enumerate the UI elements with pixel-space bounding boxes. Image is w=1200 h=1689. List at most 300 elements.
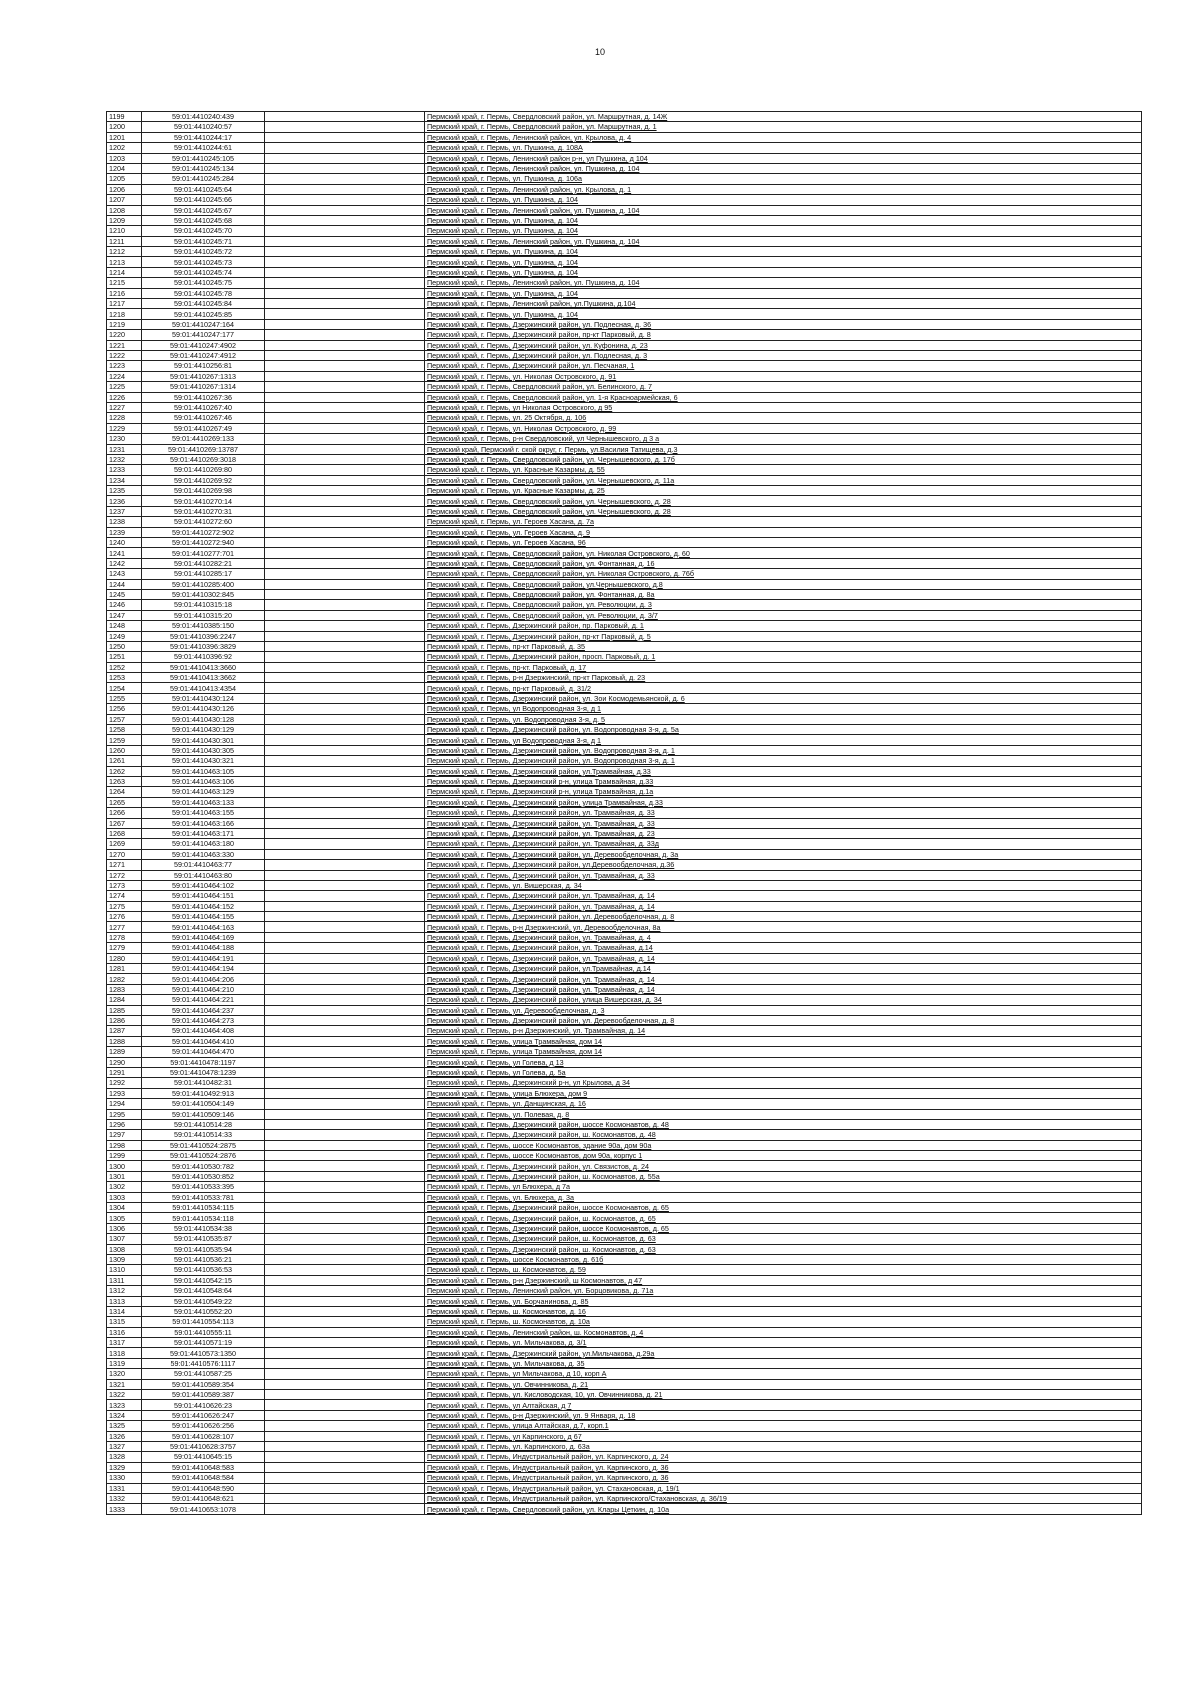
cadastral-number: 59:01:4410463:166	[142, 818, 265, 828]
address: Пермский край, г. Пермь, ш. Космонавтов, д. 59	[425, 1265, 1142, 1275]
table-row	[107, 1161, 1142, 1171]
address: Пермский край, г. Пермь, ул Мильчакова, д 10, корп А	[425, 1369, 1142, 1379]
empty-cell	[265, 714, 425, 724]
table-row	[107, 1504, 1142, 1515]
row-number: 1241	[107, 548, 142, 558]
row-number: 1242	[107, 558, 142, 568]
empty-cell	[265, 299, 425, 309]
row-number: 1333	[107, 1504, 142, 1515]
table-row	[107, 704, 1142, 714]
address: Пермский край, г. Пермь, Дзержинский район, ул. Связистов, д. 24	[425, 1161, 1142, 1171]
address: Пермский край, г. Пермь, Ленинский район, ул. Крылова, д. 1	[425, 184, 1142, 194]
empty-cell	[265, 673, 425, 683]
address: Пермский край, г. Пермь, Дзержинский район, ул.Трамвайная, д.33	[425, 766, 1142, 776]
cadastral-number: 59:01:4410464:194	[142, 964, 265, 974]
table-row	[107, 1213, 1142, 1223]
cadastral-number: 59:01:4410552:20	[142, 1306, 265, 1316]
cadastral-number: 59:01:4410524:2875	[142, 1140, 265, 1150]
table-row	[107, 496, 1142, 506]
empty-cell	[265, 1431, 425, 1441]
table-row	[107, 600, 1142, 610]
cadastral-number: 59:01:4410530:852	[142, 1171, 265, 1181]
table-row	[107, 319, 1142, 329]
cadastral-number: 59:01:4410302:845	[142, 589, 265, 599]
cadastral-number: 59:01:4410645:15	[142, 1452, 265, 1462]
address: Пермский край, г. Пермь, ул. Пушкина, д. 106а	[425, 174, 1142, 184]
cadastral-number: 59:01:4410542:15	[142, 1275, 265, 1285]
cadastral-number: 59:01:4410587:25	[142, 1369, 265, 1379]
empty-cell	[265, 1182, 425, 1192]
row-number: 1225	[107, 382, 142, 392]
cadastral-number: 59:01:4410535:94	[142, 1244, 265, 1254]
empty-cell	[265, 589, 425, 599]
table-row	[107, 1109, 1142, 1119]
table-row	[107, 1234, 1142, 1244]
cadastral-number: 59:01:4410589:354	[142, 1379, 265, 1389]
row-number: 1276	[107, 912, 142, 922]
row-number: 1309	[107, 1254, 142, 1264]
row-number: 1206	[107, 184, 142, 194]
address: Пермский край, г. Пермь, ул. 25 Октября, д. 106	[425, 413, 1142, 423]
empty-cell	[265, 1358, 425, 1368]
address: Пермский край, г. Пермь, Дзержинский район, ул. Деревообделочная, д. 8	[425, 912, 1142, 922]
cadastral-number: 59:01:4410648:590	[142, 1483, 265, 1493]
empty-cell	[265, 600, 425, 610]
address: Пермский край, г. Пермь, ул. Мильчакова, д. 35	[425, 1358, 1142, 1368]
row-number: 1306	[107, 1223, 142, 1233]
row-number: 1288	[107, 1036, 142, 1046]
table-row	[107, 808, 1142, 818]
address: Пермский край, г. Пермь, Дзержинский район, шоссе Космонавтов, д. 65	[425, 1203, 1142, 1213]
cadastral-number: 59:01:4410482:31	[142, 1078, 265, 1088]
address: Пермский край, г. Пермь, Дзержинский район, ул. Куфонина, д. 23	[425, 340, 1142, 350]
address: Пермский край, г. Пермь, Дзержинский район, улица Вишерская, д. 34	[425, 995, 1142, 1005]
table-row	[107, 1119, 1142, 1129]
empty-cell	[265, 953, 425, 963]
empty-cell	[265, 319, 425, 329]
address: Пермский край, г. Пермь, ул Блюхера, д 7а	[425, 1182, 1142, 1192]
row-number: 1228	[107, 413, 142, 423]
address: Пермский край, г. Пермь, Свердловский район, ул. Революции, д. 3	[425, 600, 1142, 610]
cadastral-number: 59:01:4410245:74	[142, 267, 265, 277]
empty-cell	[265, 1244, 425, 1254]
empty-cell	[265, 1483, 425, 1493]
table-row	[107, 174, 1142, 184]
empty-cell	[265, 849, 425, 859]
cadastral-number: 59:01:4410626:23	[142, 1400, 265, 1410]
empty-cell	[265, 610, 425, 620]
address: Пермский край, г. Пермь, Дзержинский район, ул. Зои Космодемьянской, д. 6	[425, 693, 1142, 703]
cadastral-number: 59:01:4410464:188	[142, 943, 265, 953]
address: Пермский край, г. Пермь, Дзержинский район, ул. Трамвайная, д. 14	[425, 974, 1142, 984]
cadastral-number: 59:01:4410535:87	[142, 1234, 265, 1244]
cadastral-number: 59:01:4410247:4912	[142, 350, 265, 360]
address: Пермский край, г. Пермь, Дзержинский р-н, улица Трамвайная, д.33	[425, 777, 1142, 787]
cadastral-number: 59:01:4410267:1313	[142, 371, 265, 381]
row-number: 1207	[107, 195, 142, 205]
cadastral-number: 59:01:4410270:31	[142, 506, 265, 516]
cadastral-number: 59:01:4410430:126	[142, 704, 265, 714]
empty-cell	[265, 641, 425, 651]
row-number: 1214	[107, 267, 142, 277]
empty-cell	[265, 1026, 425, 1036]
address: Пермский край, г. Пермь, ул Голева, д 13	[425, 1057, 1142, 1067]
cadastral-number: 59:01:4410267:36	[142, 392, 265, 402]
table-row	[107, 1182, 1142, 1192]
cadastral-number: 59:01:4410247:164	[142, 319, 265, 329]
row-number: 1283	[107, 984, 142, 994]
empty-cell	[265, 163, 425, 173]
empty-cell	[265, 1296, 425, 1306]
cadastral-number: 59:01:4410247:177	[142, 330, 265, 340]
empty-cell	[265, 1348, 425, 1358]
address: Пермский край, г. Пермь, Дзержинский район, ул. Трамвайная, д. 14	[425, 984, 1142, 994]
empty-cell	[265, 1088, 425, 1098]
cadastral-number: 59:01:4410240:57	[142, 122, 265, 132]
address: Пермский край, г. Пермь, р-н Свердловский, ул Чернышевского, д 3 а	[425, 434, 1142, 444]
address: Пермский край, г. Пермь, Дзержинский район, ул. Трамвайная, д. 33	[425, 818, 1142, 828]
address: Пермский край, г. Пермь, Свердловский район, ул.Чернышевского, д.8	[425, 579, 1142, 589]
empty-cell	[265, 527, 425, 537]
row-number: 1272	[107, 870, 142, 880]
address: Пермский край, г. Пермь, шоссе Космонавтов, здание 90а, дом 90а	[425, 1140, 1142, 1150]
table-row	[107, 423, 1142, 433]
empty-cell	[265, 236, 425, 246]
empty-cell	[265, 1275, 425, 1285]
cadastral-number: 59:01:4410555:11	[142, 1327, 265, 1337]
cadastral-number: 59:01:4410478:1239	[142, 1067, 265, 1077]
cadastral-number: 59:01:4410464:237	[142, 1005, 265, 1015]
address: Пермский край, г. Пермь, ул. Борчаниновa, д. 85	[425, 1296, 1142, 1306]
address: Пермский край, г. Пермь, Дзержинский район, ул. Подлесная, д. 3	[425, 350, 1142, 360]
cadastral-number: 59:01:4410648:583	[142, 1462, 265, 1472]
empty-cell	[265, 1493, 425, 1503]
empty-cell	[265, 797, 425, 807]
empty-cell	[265, 1223, 425, 1233]
cadastral-number: 59:01:4410509:146	[142, 1109, 265, 1119]
empty-cell	[265, 423, 425, 433]
table-row	[107, 943, 1142, 953]
cadastral-number: 59:01:4410245:78	[142, 288, 265, 298]
cadastral-number: 59:01:4410464:191	[142, 953, 265, 963]
table-row	[107, 673, 1142, 683]
address: Пермский край, г. Пермь, ул. Деревообделочная, д. 3	[425, 1005, 1142, 1015]
empty-cell	[265, 995, 425, 1005]
cadastral-number: 59:01:4410285:17	[142, 569, 265, 579]
cadastral-number: 59:01:4410430:321	[142, 756, 265, 766]
cadastral-number: 59:01:4410464:410	[142, 1036, 265, 1046]
address: Пермский край, г. Пермь, Дзержинский район, ул. Деревообделочная, д. 8	[425, 1015, 1142, 1025]
cadastral-number: 59:01:4410464:210	[142, 984, 265, 994]
table-row	[107, 787, 1142, 797]
row-number: 1292	[107, 1078, 142, 1088]
row-number: 1298	[107, 1140, 142, 1150]
row-number: 1231	[107, 444, 142, 454]
row-number: 1284	[107, 995, 142, 1005]
address: Пермский край, г. Пермь, пр-кт. Парковый, д. 17	[425, 662, 1142, 672]
empty-cell	[265, 1265, 425, 1275]
address: Пермский край, г. Пермь, р-н Дзержинский, ул. Трамвайная, д. 14	[425, 1026, 1142, 1036]
address: Пермский край, г. Пермь, Ленинский район, ул.Пушкина, д.104	[425, 299, 1142, 309]
cadastral-number: 59:01:4410463:106	[142, 777, 265, 787]
table-row	[107, 413, 1142, 423]
address: Пермский край, г. Пермь, Дзержинский район, ул. Трамвайная, д. 33д	[425, 839, 1142, 849]
row-number: 1255	[107, 693, 142, 703]
row-number: 1258	[107, 725, 142, 735]
row-number: 1279	[107, 943, 142, 953]
empty-cell	[265, 1234, 425, 1244]
address: Пермский край, г. Пермь, Дзержинский район, ш. Космонавтов, д. 63	[425, 1244, 1142, 1254]
empty-cell	[265, 1203, 425, 1213]
cadastral-number: 59:01:4410464:408	[142, 1026, 265, 1036]
empty-cell	[265, 153, 425, 163]
cadastral-number: 59:01:4410554:113	[142, 1317, 265, 1327]
table-row	[107, 995, 1142, 1005]
address: Пермский край, г. Пермь, Индустриальный район, ул. Карпинского, д. 24	[425, 1452, 1142, 1462]
empty-cell	[265, 122, 425, 132]
empty-cell	[265, 912, 425, 922]
table-row	[107, 974, 1142, 984]
empty-cell	[265, 517, 425, 527]
empty-cell	[265, 1078, 425, 1088]
cadastral-number: 59:01:4410464:169	[142, 932, 265, 942]
cadastral-number: 59:01:4410267:49	[142, 423, 265, 433]
empty-cell	[265, 350, 425, 360]
empty-cell	[265, 1161, 425, 1171]
address: Пермский край, г. Пермь, улица Трамвайная, дом 14	[425, 1036, 1142, 1046]
empty-cell	[265, 693, 425, 703]
empty-cell	[265, 943, 425, 953]
row-number: 1201	[107, 132, 142, 142]
row-number: 1247	[107, 610, 142, 620]
address: Пермский край, г. Пермь, ул Водопроводная 3-я, д 1	[425, 735, 1142, 745]
address: Пермский край, г. Пермь, ул. Данщинская, д. 16	[425, 1099, 1142, 1109]
table-row	[107, 340, 1142, 350]
table-row	[107, 1151, 1142, 1161]
cadastral-number: 59:01:4410240:439	[142, 112, 265, 122]
empty-cell	[265, 839, 425, 849]
cadastral-number: 59:01:4410549:22	[142, 1296, 265, 1306]
address: Пермский край, г. Пермь, ул. Пушкина, д. 104	[425, 267, 1142, 277]
empty-cell	[265, 1421, 425, 1431]
cadastral-number: 59:01:4410430:128	[142, 714, 265, 724]
address: Пермский край, г. Пермь, ул. Вишерская, д. 34	[425, 880, 1142, 890]
table-row	[107, 1493, 1142, 1503]
empty-cell	[265, 143, 425, 153]
row-number: 1235	[107, 486, 142, 496]
address: Пермский край, г. Пермь, ул Карпинского, д 67	[425, 1431, 1142, 1441]
empty-cell	[265, 1317, 425, 1327]
address: Пермский край, г. Пермь, пр-кт Парковый, д. 31/2	[425, 683, 1142, 693]
cadastral-number: 59:01:4410245:72	[142, 247, 265, 257]
row-number: 1259	[107, 735, 142, 745]
row-number: 1248	[107, 621, 142, 631]
empty-cell	[265, 215, 425, 225]
table-row	[107, 1317, 1142, 1327]
table-row	[107, 870, 1142, 880]
row-number: 1226	[107, 392, 142, 402]
address: Пермский край, г. Пермь, улица Блюхера, дом 9	[425, 1088, 1142, 1098]
row-number: 1282	[107, 974, 142, 984]
row-number: 1324	[107, 1410, 142, 1420]
cadastral-number: 59:01:4410245:70	[142, 226, 265, 236]
row-number: 1218	[107, 309, 142, 319]
address: Пермский край, г. Пермь, Дзержинский район, шоссе Космонавтов, д. 65	[425, 1223, 1142, 1233]
table-row	[107, 257, 1142, 267]
address: Пермский край, г. Пермь, Дзержинский район, ул. Трамвайная, д. 33	[425, 870, 1142, 880]
cadastral-number: 59:01:4410269:133	[142, 434, 265, 444]
address: Пермский край, г. Пермь, шоссе Космонавтов, д. 61б	[425, 1254, 1142, 1264]
empty-cell	[265, 891, 425, 901]
table-row	[107, 725, 1142, 735]
address: Пермский край, г. Пермь, Свердловский район, ул. Чернышевского, д. 28	[425, 496, 1142, 506]
empty-cell	[265, 974, 425, 984]
row-number: 1285	[107, 1005, 142, 1015]
cadastral-number: 59:01:4410245:105	[142, 153, 265, 163]
table-row	[107, 1223, 1142, 1233]
cadastral-number: 59:01:4410648:621	[142, 1493, 265, 1503]
row-number: 1290	[107, 1057, 142, 1067]
cadastral-number: 59:01:4410463:330	[142, 849, 265, 859]
empty-cell	[265, 267, 425, 277]
cadastral-number: 59:01:4410536:53	[142, 1265, 265, 1275]
address: Пермский край, г. Пермь, Свердловский район, ул. Клары Цеткин, д. 10а	[425, 1504, 1142, 1515]
table-row	[107, 1296, 1142, 1306]
address: Пермский край, г. Пермь, ш. Космонавтов, д. 10а	[425, 1317, 1142, 1327]
table-row	[107, 486, 1142, 496]
registry-table	[106, 111, 1142, 1515]
table-row	[107, 1015, 1142, 1025]
address: Пермский край, г. Пермь, Дзержинский район, ул. Водопроводная 3-я, д. 5а	[425, 725, 1142, 735]
empty-cell	[265, 766, 425, 776]
table-row	[107, 143, 1142, 153]
row-number: 1216	[107, 288, 142, 298]
address: Пермский край, г. Пермь, Ленинский район, ул. Крылова, д. 4	[425, 132, 1142, 142]
empty-cell	[265, 860, 425, 870]
cadastral-number: 59:01:4410463:129	[142, 787, 265, 797]
table-row	[107, 299, 1142, 309]
cadastral-number: 59:01:4410245:85	[142, 309, 265, 319]
address: Пермский край, г. Пермь, ул. Мильчакова, д. 3/1	[425, 1338, 1142, 1348]
empty-cell	[265, 1140, 425, 1150]
address: Пермский край, г. Пермь, ул. Пушкина, д. 104	[425, 257, 1142, 267]
address: Пермский край, г. Пермь, Дзержинский район, ул.Деревообделочная, д.36	[425, 860, 1142, 870]
cadastral-number: 59:01:4410464:470	[142, 1047, 265, 1057]
address: Пермский край, г. Пермь, Свердловский район, ул. Фонтанная, д. 16	[425, 558, 1142, 568]
empty-cell	[265, 278, 425, 288]
table-row	[107, 465, 1142, 475]
cadastral-number: 59:01:4410463:80	[142, 870, 265, 880]
row-number: 1297	[107, 1130, 142, 1140]
row-number: 1295	[107, 1109, 142, 1119]
table-row	[107, 964, 1142, 974]
address: Пермский край, г. Пермь, Свердловский район, ул. Чернышевского, д. 28	[425, 506, 1142, 516]
cadastral-number: 59:01:4410413:3660	[142, 662, 265, 672]
row-number: 1243	[107, 569, 142, 579]
table-row	[107, 891, 1142, 901]
row-number: 1327	[107, 1442, 142, 1452]
cadastral-number: 59:01:4410244:61	[142, 143, 265, 153]
cadastral-number: 59:01:4410653:1078	[142, 1504, 265, 1515]
address: Пермский край, г. Пермь, Дзержинский район, пр-кт Парковый, д. 8	[425, 330, 1142, 340]
address: Пермский край, г. Пермь, Дзержинский район, ул. Подлесная, д. 36	[425, 319, 1142, 329]
empty-cell	[265, 371, 425, 381]
empty-cell	[265, 288, 425, 298]
cadastral-number: 59:01:4410464:152	[142, 901, 265, 911]
cadastral-number: 59:01:4410430:124	[142, 693, 265, 703]
cadastral-number: 59:01:4410464:102	[142, 880, 265, 890]
cadastral-number: 59:01:4410478:1197	[142, 1057, 265, 1067]
table-row	[107, 714, 1142, 724]
address: Пермский край, г. Пермь, ул. Овчинникова, д. 21	[425, 1379, 1142, 1389]
address: Пермский край, г. Пермь, Дзержинский район, ул. Трамвайная, д. 14	[425, 901, 1142, 911]
cadastral-number: 59:01:4410245:73	[142, 257, 265, 267]
cadastral-number: 59:01:4410573:1350	[142, 1348, 265, 1358]
row-number: 1321	[107, 1379, 142, 1389]
row-number: 1278	[107, 932, 142, 942]
row-number: 1219	[107, 319, 142, 329]
empty-cell	[265, 506, 425, 516]
row-number: 1277	[107, 922, 142, 932]
table-row	[107, 195, 1142, 205]
empty-cell	[265, 454, 425, 464]
address: Пермский край, г. Пермь, Дзержинский район, ул. Песчаная, 1	[425, 361, 1142, 371]
cadastral-number: 59:01:4410464:273	[142, 1015, 265, 1025]
table-row	[107, 610, 1142, 620]
address: Пермский край, г. Пермь, Дзержинский район, улица Трамвайная, д.33	[425, 797, 1142, 807]
empty-cell	[265, 205, 425, 215]
row-number: 1262	[107, 766, 142, 776]
table-row	[107, 1431, 1142, 1441]
table-row	[107, 382, 1142, 392]
empty-cell	[265, 1504, 425, 1515]
empty-cell	[265, 330, 425, 340]
row-number: 1254	[107, 683, 142, 693]
cadastral-number: 59:01:4410269:3018	[142, 454, 265, 464]
empty-cell	[265, 1462, 425, 1472]
empty-cell	[265, 309, 425, 319]
cadastral-number: 59:01:4410267:46	[142, 413, 265, 423]
table-row	[107, 662, 1142, 672]
address: Пермский край, г. Пермь, Ленинский район, ул. Пушкина, д. 104	[425, 236, 1142, 246]
row-number: 1265	[107, 797, 142, 807]
row-number: 1269	[107, 839, 142, 849]
address: Пермский край, г. Пермь, ул. Николая Островского, д. 91	[425, 371, 1142, 381]
row-number: 1273	[107, 880, 142, 890]
table-row	[107, 538, 1142, 548]
row-number: 1244	[107, 579, 142, 589]
table-row	[107, 1390, 1142, 1400]
empty-cell	[265, 870, 425, 880]
table-row	[107, 163, 1142, 173]
table-row	[107, 226, 1142, 236]
table-row	[107, 631, 1142, 641]
row-number: 1211	[107, 236, 142, 246]
row-number: 1305	[107, 1213, 142, 1223]
empty-cell	[265, 964, 425, 974]
table-row	[107, 205, 1142, 215]
cadastral-number: 59:01:4410413:3662	[142, 673, 265, 683]
address: Пермский край, г. Пермь, ул. Пушкина, д. 104	[425, 226, 1142, 236]
empty-cell	[265, 880, 425, 890]
row-number: 1203	[107, 153, 142, 163]
table-row	[107, 1379, 1142, 1389]
cadastral-number: 59:01:4410282:21	[142, 558, 265, 568]
empty-cell	[265, 745, 425, 755]
table-row	[107, 1192, 1142, 1202]
empty-cell	[265, 569, 425, 579]
table-row	[107, 236, 1142, 246]
